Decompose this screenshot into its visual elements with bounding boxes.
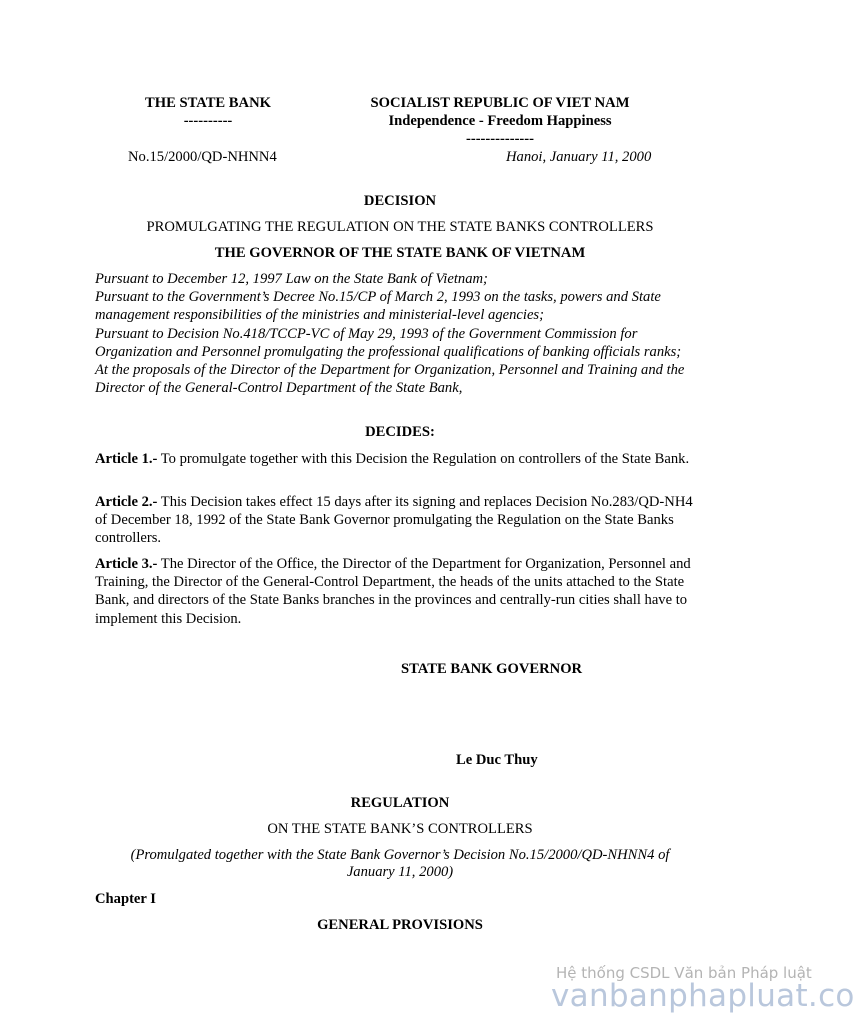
country-name: SOCIALIST REPUBLIC OF VIET NAM — [370, 95, 630, 111]
issuer-name: THE STATE BANK — [145, 95, 271, 111]
article-text: The Director of the Office, the Director of the Department for Organization, Personnel and Training, the Director of the General-Control Department, the heads of the units attached to the State Bank, and directors of the State Banks branches in the provinces and centrally-run cities shall have to implement this Decision. — [95, 556, 691, 627]
preamble-line: Pursuant to Decision No.418/TCCP-VC of May 29, 1993 of the Government Commission for Organization and Personnel promulgating the professional qualifications of banking officials ranks; — [95, 325, 682, 360]
article-2 — [95, 493, 705, 548]
article-text: This Decision takes effect 15 days after its signing and replaces Decision No.283/QD-NH4 of December 18, 1992 of the State Bank Governor promulgating the Regulation on the State Banks controllers. — [95, 494, 693, 547]
signer-name: Le Duc Thuy — [456, 752, 538, 768]
document-number: No.15/2000/QD-NHNN4 — [128, 149, 277, 165]
article-3 — [95, 555, 695, 628]
article-1 — [95, 450, 705, 468]
preamble — [95, 270, 715, 397]
preamble-line: Pursuant to the Government’s Decree No.15/CP of March 2, 1993 on the tasks, powers and State management responsibilities of the ministries and ministerial-level agencies; — [95, 289, 661, 324]
article-label: Article 2.- — [95, 494, 158, 510]
chapter-title: GENERAL PROVISIONS — [317, 917, 483, 933]
decision-title: DECISION — [363, 193, 437, 209]
decision-issuer: THE GOVERNOR OF THE STATE BANK OF VIETNAM — [214, 245, 586, 261]
article-label: Article 1.- — [95, 451, 158, 467]
article-text: To promulgate together with this Decision the Regulation on controllers of the State Bank. — [157, 451, 690, 467]
signer-title: STATE BANK GOVERNOR — [401, 661, 583, 677]
national-motto: Independence - Freedom Happiness — [388, 113, 612, 129]
place-and-date: Hanoi, January 11, 2000 — [506, 149, 652, 165]
preamble-line: At the proposals of the Director of the Department for Organization, Personnel and Training and the Director of the General-Control Department of the State Bank, — [95, 362, 685, 397]
preamble-line: Pursuant to December 12, 1997 Law on the State Bank of Vietnam; — [95, 271, 488, 287]
regulation-title: REGULATION — [350, 795, 450, 811]
decision-subtitle: PROMULGATING THE REGULATION ON THE STATE BANKS CONTROLLERS — [146, 219, 654, 235]
motto-rule: -------------- — [465, 131, 535, 147]
watermark-site: vanbanphapluat.co — [551, 978, 855, 1014]
regulation-note-line-1: (Promulgated together with the State Bank Governor’s Decision No.15/2000/QD-NHNN4 of — [130, 847, 670, 863]
article-label: Article 3.- — [95, 556, 158, 572]
chapter-label: Chapter I — [95, 891, 156, 907]
regulation-subtitle: ON THE STATE BANK’S CONTROLLERS — [267, 821, 533, 837]
regulation-note-line-2: January 11, 2000) — [346, 864, 454, 880]
issuer-rule: ---------- — [183, 113, 233, 129]
watermark-caption: Hệ thống CSDL Văn bản Pháp luật — [556, 964, 812, 982]
decides-heading: DECIDES: — [365, 424, 435, 440]
